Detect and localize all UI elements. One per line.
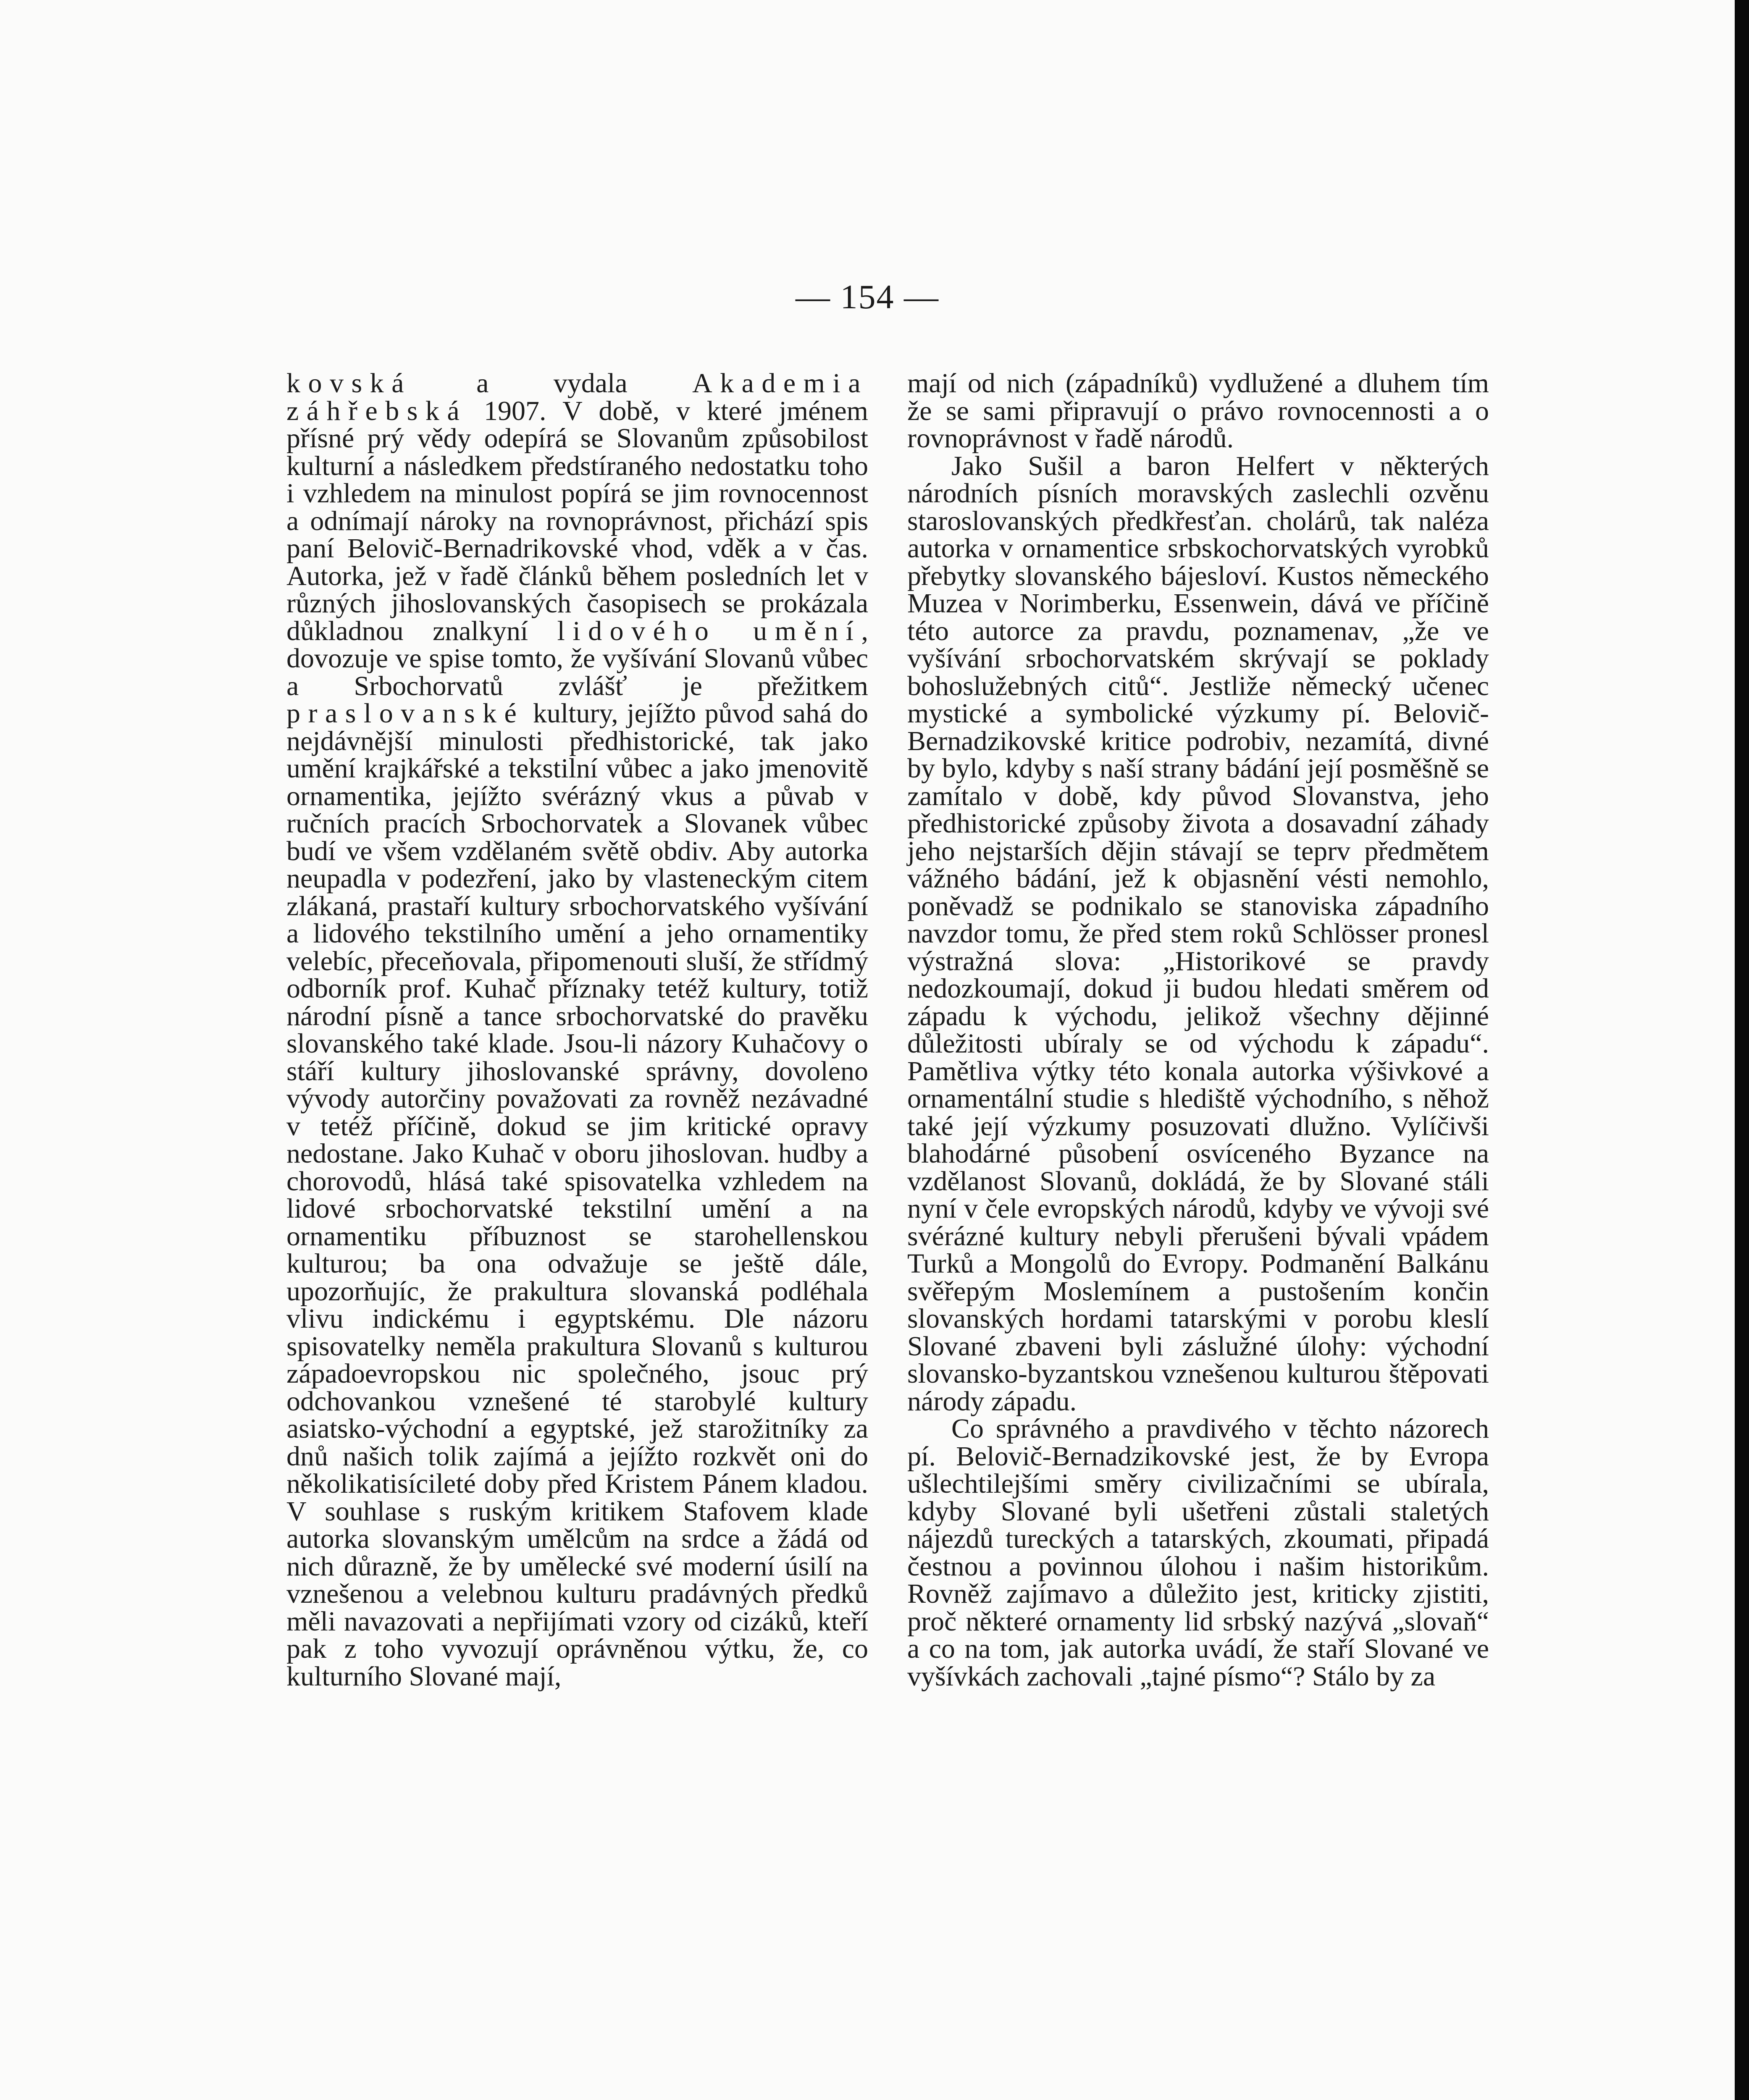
spaced-text: praslovanské (286, 698, 525, 729)
right-column (907, 370, 1489, 1690)
left-column (286, 370, 868, 1690)
right-paragraph-susil: Jako Sušil a baron Helfert v některých národních písních moravských zaslechli ozvěnu staroslovanských předkřesťan. cholárů, tak naléza autorka v ornamentice srbskochorvatských vyrobků přebytky slovanského bájesloví. Kustos německého Muzea v Norimberku, Essenwein, dává ve příčině této autorce za pravdu, poznamenav, „že ve vyšívání srbochorvatském skrývají se poklady bohoslužebných citů“. Jestliže německý učenec mystické a symbolické výzkumy pí. Belovič-Bernadzikovské kritice podrobiv, nezamítá, divné by bylo, kdyby s naší strany bádání její posměšně se zamítalo v době, kdy původ Slovanstva, jeho předhistorické způsoby života a dosavadní záhady jeho nejstarších dějin stávají se teprv předmětem vážného bádání, jež k objasnění vésti nemohlo, poněvadž se podnikalo se stanoviska západního navzdor tomu, že před stem roků Schlösser pronesl výstražná slova: „Historikové se pravdy nedozkoumají, dokud ji budou hledati směrem od západu k východu, jelikož všechny dějinné důležitosti ubíraly se od východu k západu“. Pamětliva výtky této konala autorka výšivkové a ornamentální studie s hlediště východního, s něhož také její výzkumy posuzovati dlužno. Vylíčivši blahodárné působení osvíceného Byzance na vzdělanost Slovanů, dokládá, že by Slované stáli nyní v čele evropských národů, kdyby ve vývoji své svérázné kultury nebyli přerušeni bývali vpádem Turků a Mongolů do Evropy. Podmanění Balkánu svěřepým Moslemínem a pustošením končin slovanských hordami tatarskými v porobu kleslí Slované zbaveni byli záslužné úlohy: východní slovansko-byzantskou vznešenou kulturou štěpovati národy západu. (907, 450, 1489, 1417)
right-paragraph-conclusion: Co správného a pravdivého v těchto názorech pí. Belovič-Bernadzikovské jest, že by Evropa ušlechtilejšími směry civilizačními se ubírala, kdyby Slované byli ušetřeni zůstali staletých nájezdů tureckých a tatarských, zkoumati, připadá čestnou a povinnou úlohou i našim historikům. Rovněž zajímavo a důležito jest, kriticky zjistiti, proč některé ornamenty lid srbský nazývá „slovaň“ a co na tom, jak autorka uvádí, že staří Slované ve vyšívkách zachovali „tajné písmo“? Stálo by za (907, 1413, 1489, 1692)
spaced-text: lidového umění (557, 615, 861, 646)
body-text: 1907. V době, v které jménem přísné prý vědy odepírá se Slovanům způsobilost kulturní a následkem předstíraného nedostatku toho i vzhledem na minulost popírá se jim rovnocennost a odnímají nároky na rovnoprávnost, přichází spis paní Belovič-Bernadrikovské vhod, vděk a v čas. Autorka, jež v řadě článků během posledních let v různých jihoslovanských časopisech se prokázala důkladnou znalkyní (286, 395, 868, 646)
left-paragraph (286, 370, 868, 1690)
page-number: — 154 — (796, 278, 939, 316)
body-text: kultury, jejížto původ sahá do nejdávnější minulosti předhistorické, tak jako umění krajkářské a tekstilní vůbec a jako jmenovitě ornamentika, jejížto svérázný vkus a půvab v ručních pracích Srbochorvatek a Slovanek vůbec budí ve všem vzdělaném světě obdiv. Aby autorka neupadla v podezření, jako by vlasteneckým citem zlákaná, prastaří kultury srbochorvatského vyšívání a lidového tekstilního umění a jeho ornamentiky velebíc, přeceňovala, připomenouti sluší, že střídmý odborník prof. Kuhač příznaky tetéž kultury, totiž národní písně a tance srbochorvatské do pravěku slovanského také klade. Jsou-li názory Kuhačovy o stáří kultury jihoslovanské správny, dovoleno vývody autorčiny považovati za rovněž nezávadné v tetéž příčině, dokud se jim kritické opravy nedostane. Jako Kuhač v oboru jihoslovan. hudby a chorovodů, hlásá také spisovatelka vzhledem na lidové srbochorvatské tekstilní umění a na ornamentiku příbuznost se starohellenskou kulturou; ba ona odvažuje se ještě dále, upozorňujíc, že prakultura slovanská podléhala vlivu indickému i egyptskému. Dle názoru spisovatelky neměla prakultura Slovanů s kulturou západoevropskou nic společného, jsouc prý odchovankou vznešené té starobylé kultury asiatsko-východní a egyptské, jež starožitníky za dnů našich tolik zajímá a jejížto rozkvět oni do několikatisícileté doby před Kristem Pánem kladou. V souhlase s ruským kritikem Stafovem klade autorka slovanským umělcům na srdce a žádá od nich důrazně, že by umělecké své moderní úsilí na vznešenou a velebnou kulturu pradávných předků měli navazovati a nepřijímati vzory od cizáků, kteří pak z toho vyvozují oprávněnou výtku, že, co kulturního Slované mají, (286, 698, 868, 1692)
body-text: a vydala (411, 368, 692, 399)
spaced-text: Akademia záhřebská (286, 368, 868, 426)
spaced-text: kovská (286, 368, 412, 399)
right-paragraph-continuation: mají od nich (západníků) vydlužené a dluhem tím že se sami připravují o právo rovnocennosti a o rovnoprávnost v řadě národů. (907, 368, 1489, 454)
body-text: , dovozuje ve spise tomto, že vyšívání Slovanů vůbec a Srbochorvatů zvlášť je přežitkem (286, 615, 868, 701)
